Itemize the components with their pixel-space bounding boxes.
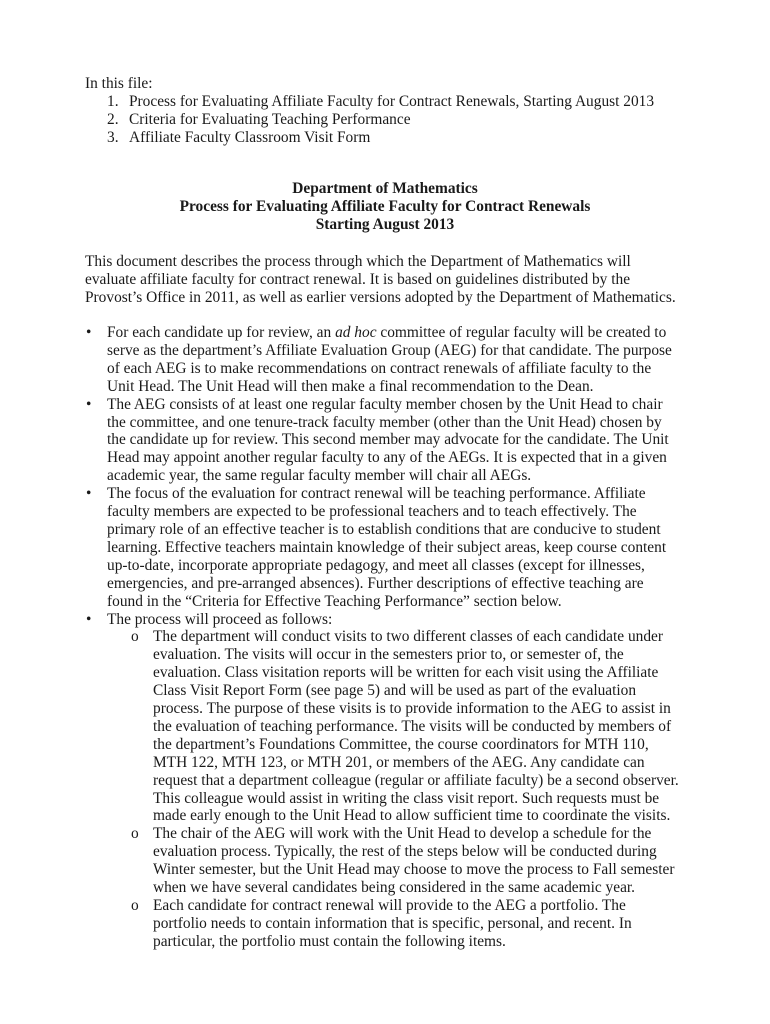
bullet-text: The focus of the evaluation for contract renewal will be teaching performance. Affiliate faculty members are expected to be professional teachers and to teach effectively. The primary role of an effective teacher is to establish conditions that are conducive to student learning. Effective teachers maintain knowledge of their subject areas, keep course content up-to-date, incorporate appropriate pedagogy, and meet all classes (except for illnesses, emergencies, and pre-arranged absences). Further descriptions of effective teaching are found in the “Criteria for Effective Teaching Performance” section below. (107, 485, 667, 610)
heading-date: Starting August 2013 (315, 215, 455, 233)
step-item (131, 628, 680, 825)
toc-item-text: Process for Evaluating Affiliate Faculty for Contract Renewals, Starting August 2013 (129, 92, 655, 110)
file-contents (85, 75, 725, 147)
circle-bullet-icon: o (131, 628, 139, 646)
bullet-icon: • (86, 324, 92, 341)
step-item (131, 825, 680, 897)
bullet-text-a: For each candidate up for review, an (107, 324, 336, 341)
process-steps (107, 628, 680, 950)
bullet-text-b: committee of regular faculty will be created to serve as the department’s Affiliate Evaluation Group (AEG) for that candidate. The purpose of each AEG is to make recommendations on contract renewals of affiliate faculty to the Unit Head. The Unit Head will then make a final recommendation to the Dean. (107, 324, 672, 395)
step-text: Each candidate for contract renewal will provide to the AEG a portfolio. The portfolio needs to contain information that is specific, personal, and recent. In particular, the portfolio must contain the following items. (153, 897, 632, 950)
bullet-item (85, 611, 680, 951)
bullet-icon: • (86, 485, 92, 503)
bullet-item (85, 396, 680, 486)
bullet-item (85, 485, 680, 610)
toc-item-text: Affiliate Faculty Classroom Visit Form (129, 128, 371, 146)
process-bullets (85, 324, 680, 951)
intro-paragraph: This document describes the process through which the Department of Mathematics will evaluate affiliate faculty for contract renewal. It is based on guidelines distributed by the Provost’s Office in 2011, as well as earlier versions adopted by the Department of Mathematics. (85, 253, 676, 306)
step-text: The department will conduct visits to two different classes of each candidate under evaluation. The visits will occur in the semesters prior to, or semester of, the evaluation. Class visitation reports will be written for each visit using the Affiliate Class Visit Report Form (see page 5) and will be used as part of the evaluation process. The purpose of these visits is to provide information to the AEG to assist in the evaluation of teaching performance. The visits will be conducted by members of the department’s Foundations Committee, the course coordinators for MTH 110, MTH 122, MTH 123, or MTH 201, or members of the AEG. Any candidate can request that a department colleague (regular or affiliate faculty) be a second observer. This colleague would assist in writing the class visit report. Such requests must be made early enough to the Unit Head to allow sufficient time to coordinate the visits. (153, 628, 679, 825)
bullet-icon: • (86, 610, 92, 628)
circle-bullet-icon: o (131, 825, 139, 843)
toc-item-number: 3. (107, 128, 119, 146)
toc-intro: In this file: (85, 75, 153, 92)
bullet-text-italic: ad hoc (335, 324, 377, 341)
step-item (131, 897, 680, 951)
heading-title: Process for Evaluating Affiliate Faculty for Contract Renewals (179, 197, 591, 215)
bullet-item (85, 324, 680, 396)
step-text: The chair of the AEG will work with the Unit Head to develop a schedule for the evaluation process. Typically, the rest of the steps below will be conducted during Winter semester, but the Unit Head may choose to move the process to Fall semester when we have several candidates being considered in the same academic year. (153, 825, 675, 897)
toc-list (85, 93, 725, 147)
document-heading (85, 180, 685, 234)
toc-item-number: 1. (107, 92, 119, 110)
bullet-text: The process will proceed as follows: (107, 610, 333, 628)
bullet-text: The AEG consists of at least one regular faculty member chosen by the Unit Head to chair the committee, and one tenure-track faculty member (other than the Unit Head) chosen by the candidate up for review. This second member may advocate for the candidate. The Unit Head may appoint another regular faculty to any of the AEGs. It is expected that in a given academic year, the same regular faculty member will chair all AEGs. (107, 395, 669, 485)
toc-item (107, 93, 725, 111)
toc-item-text: Criteria for Evaluating Teaching Performance (129, 110, 411, 128)
bullet-icon: • (86, 395, 92, 413)
toc-item-number: 2. (107, 110, 119, 128)
circle-bullet-icon: o (131, 897, 139, 914)
toc-item (107, 129, 725, 147)
heading-department: Department of Mathematics (292, 180, 478, 197)
toc-item (107, 111, 725, 129)
